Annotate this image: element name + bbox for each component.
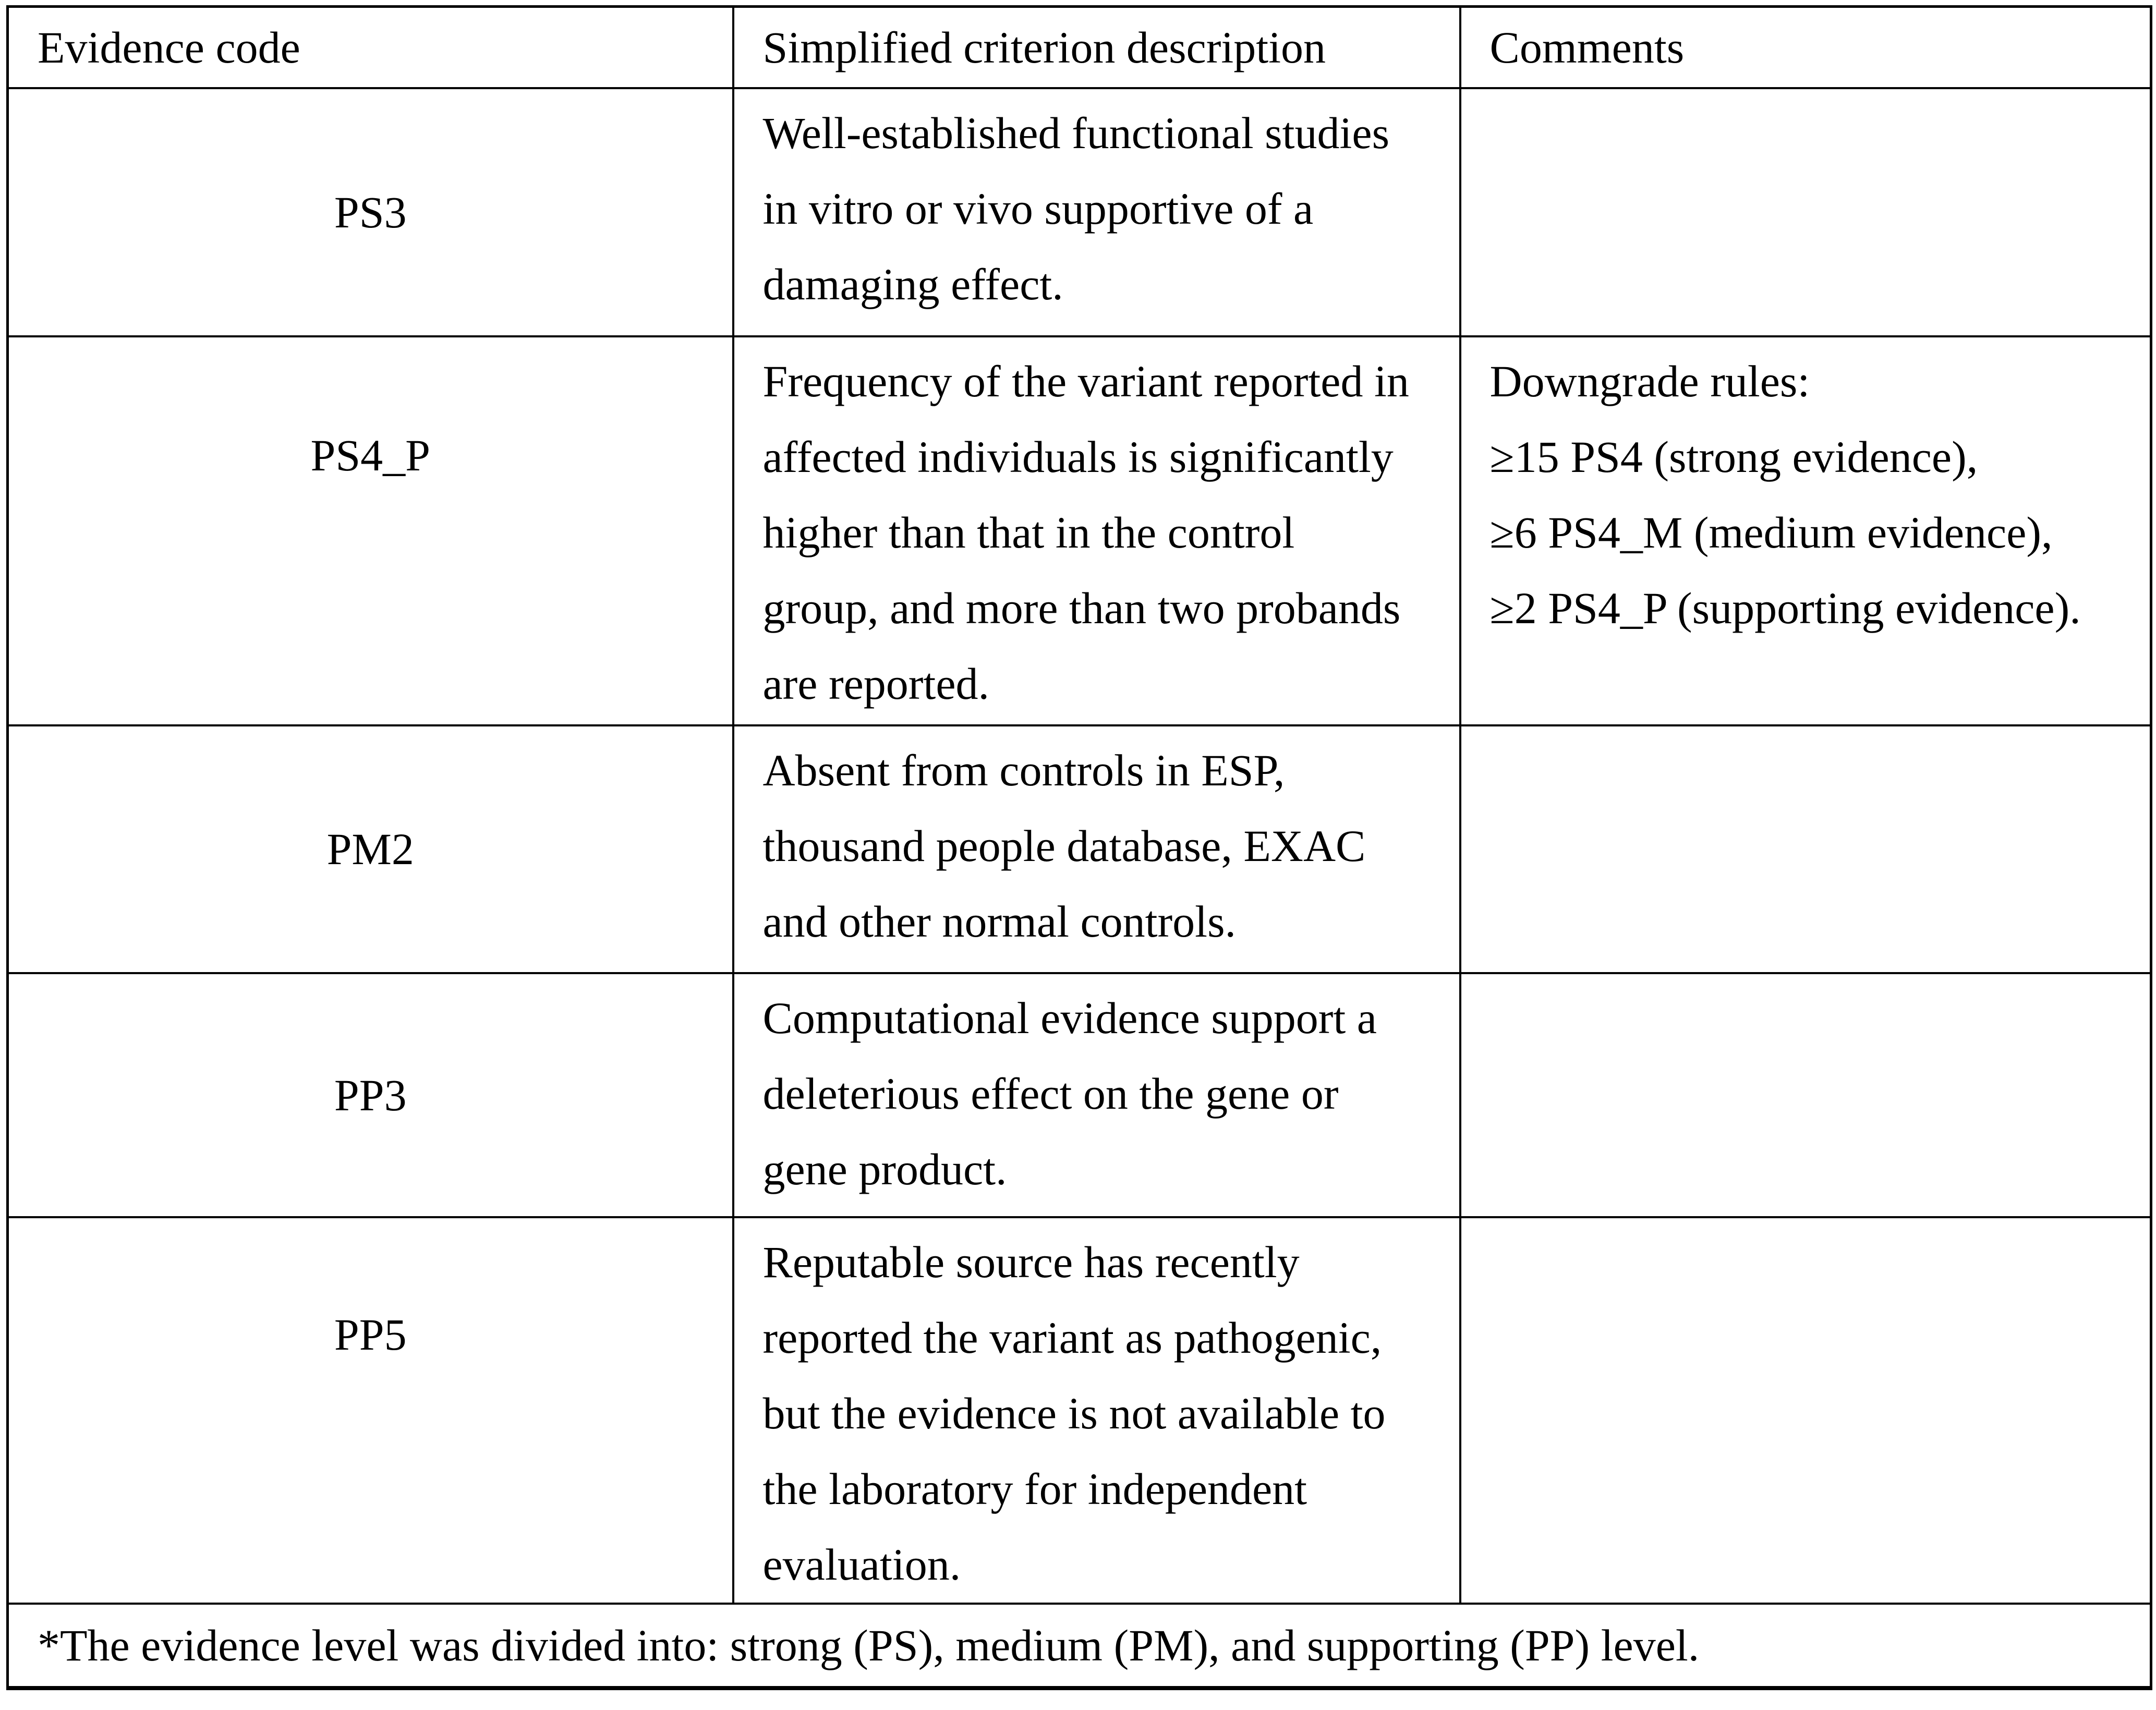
- header-evidence-code: Evidence code: [8, 7, 733, 88]
- code-cell-pm2: [8, 725, 733, 973]
- text-line: Frequency of the variant reported in: [762, 356, 1409, 406]
- text-line: damaging effect.: [762, 259, 1063, 309]
- comments-cell-pm2: [1460, 725, 2151, 973]
- text-line: deleterious effect on the gene or: [762, 1068, 1339, 1119]
- comments-cell-pp3: [1460, 973, 2151, 1217]
- table-row-pm2: [8, 725, 2151, 973]
- description-cell-pp3: [733, 973, 1460, 1217]
- text-line: Absent from controls in ESP,: [762, 745, 1285, 795]
- code-cell-ps4-p: [8, 336, 733, 725]
- evidence-criteria-table: [6, 5, 2152, 1690]
- text-line: the laboratory for independent: [762, 1463, 1307, 1514]
- text-line: ≥6 PS4_M (medium evidence),: [1489, 507, 2053, 557]
- text-line: and other normal controls.: [762, 896, 1237, 947]
- text-line: affected individuals is significantly: [762, 431, 1394, 482]
- header-criterion-description: Simplified criterion description: [733, 7, 1460, 88]
- description-cell-pp5: [733, 1217, 1460, 1604]
- text-line: Well-established functional studies: [762, 107, 1390, 158]
- description-cell-pm2: [733, 725, 1460, 973]
- text-line: are reported.: [762, 658, 989, 709]
- text-line: evaluation.: [762, 1539, 961, 1590]
- table-row-ps3: [8, 88, 2151, 336]
- footnote-cell: *The evidence level was divided into: strong (PS), medium (PM), and supporting (PP) level.: [8, 1604, 2151, 1688]
- table-row-ps4-p: [8, 336, 2151, 725]
- text-line: ≥2 PS4_P (supporting evidence).: [1489, 583, 2081, 633]
- header-row: [8, 7, 2151, 88]
- text-line: thousand people database, EXAC: [762, 820, 1366, 871]
- text-line: reported the variant as pathogenic,: [762, 1312, 1382, 1363]
- text-line: in vitro or vivo supportive of a: [762, 183, 1314, 234]
- text-line: Downgrade rules:: [1489, 356, 1810, 406]
- evidence-code-label: PM2: [326, 824, 414, 874]
- text-line: gene product.: [762, 1144, 1007, 1194]
- code-cell-ps3: [8, 88, 733, 336]
- header-comments: Comments: [1460, 7, 2151, 88]
- comments-cell-ps4-p: [1460, 336, 2151, 725]
- table-row-pp3: [8, 973, 2151, 1217]
- text-line: higher than that in the control: [762, 507, 1295, 557]
- text-line: Reputable source has recently: [762, 1236, 1300, 1287]
- code-cell-pp5: [8, 1217, 733, 1604]
- text-line: group, and more than two probands: [762, 583, 1401, 633]
- footnote-row: [8, 1604, 2151, 1688]
- evidence-code-label: PP3: [334, 1070, 407, 1120]
- comments-cell-pp5: [1460, 1217, 2151, 1604]
- evidence-code-label: PP5: [334, 1309, 407, 1360]
- evidence-code-label: PS3: [334, 187, 407, 237]
- text-line: but the evidence is not available to: [762, 1388, 1386, 1438]
- code-cell-pp3: [8, 973, 733, 1217]
- description-cell-ps4-p: [733, 336, 1460, 725]
- comments-cell-ps3: [1460, 88, 2151, 336]
- table-row-pp5: [8, 1217, 2151, 1604]
- text-line: Computational evidence support a: [762, 992, 1377, 1043]
- text-line: ≥15 PS4 (strong evidence),: [1489, 431, 1978, 482]
- description-cell-ps3: [733, 88, 1460, 336]
- evidence-code-label: PS4_P: [310, 430, 430, 480]
